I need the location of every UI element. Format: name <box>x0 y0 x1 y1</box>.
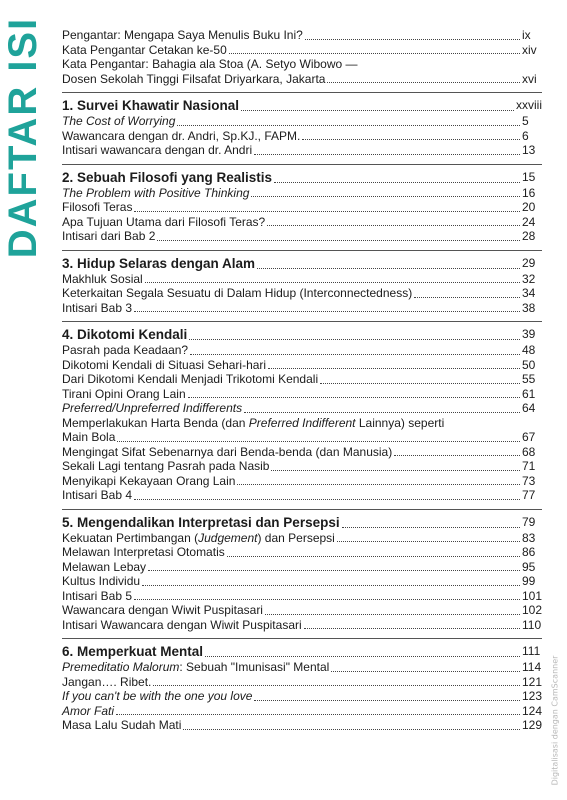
chapter-title <box>62 643 542 660</box>
toc-entry <box>62 459 542 474</box>
entry-page: 32 <box>522 271 536 286</box>
entry-text-italic: Premeditatio Malorum <box>62 660 180 674</box>
entry-page: 61 <box>522 386 536 401</box>
toc-entry <box>62 488 542 503</box>
toc-entry <box>62 545 542 560</box>
toc-entry <box>62 660 542 675</box>
leader-dots <box>142 585 520 586</box>
entry-text: Makhluk Sosial <box>62 271 143 286</box>
entry-page: 48 <box>522 343 536 357</box>
entry-page: 101 <box>521 588 542 603</box>
entry-text-part: Memperlakukan Harta Benda (dan <box>62 415 249 430</box>
scanner-watermark <box>549 655 561 785</box>
entry-page: xiv <box>522 42 537 57</box>
toc-entry <box>62 401 542 416</box>
chapter-title-text: 4. Dikotomi Kendali <box>62 327 188 342</box>
entry-text: Sekali Lagi tentang Pasrah pada Nasib <box>62 459 270 473</box>
entry-page: 124 <box>521 703 542 718</box>
leader-dots <box>117 441 520 442</box>
leader-dots <box>265 614 520 615</box>
chapter-title <box>62 255 542 272</box>
leader-dots <box>188 397 520 398</box>
leader-dots <box>189 339 520 340</box>
entry-text: Amor Fati <box>62 703 115 718</box>
leader-dots <box>145 282 520 283</box>
entry-page: 99 <box>522 574 536 588</box>
toc-entry <box>62 229 542 244</box>
chapter-page: 29 <box>522 255 536 270</box>
entry-text: Intisari Wawancara dengan Wiwit Puspitasari <box>62 617 302 632</box>
toc-entry <box>62 387 542 402</box>
entry-page: 13 <box>522 143 536 157</box>
entry-text: Intisari Bab 4 <box>62 488 133 502</box>
entry-page: 55 <box>522 372 536 386</box>
leader-dots <box>414 297 520 298</box>
leader-dots <box>227 556 520 557</box>
entry-text-line1 <box>62 416 542 431</box>
entry-text: Kata Pengantar Cetakan ke-50 <box>62 42 227 57</box>
entry-text: Intisari wawancara dengan dr. Andri <box>62 143 253 157</box>
entry-text: The Cost of Worrying <box>62 114 176 128</box>
entry-text <box>62 660 329 675</box>
toc-entry <box>62 129 542 144</box>
entry-text: Intisari Bab 5 <box>62 588 133 603</box>
entry-page: 64 <box>522 401 536 415</box>
leader-dots <box>244 412 520 413</box>
entry-text: Tirani Opini Orang Lain <box>62 386 186 401</box>
leader-dots <box>134 311 520 312</box>
toc-entry <box>62 114 542 129</box>
entry-text: Intisari Bab 3 <box>62 300 133 315</box>
toc-entry <box>62 215 542 230</box>
leader-dots <box>183 729 520 730</box>
toc-entry <box>62 286 542 301</box>
leader-dots <box>134 211 520 212</box>
leader-dots <box>274 182 520 183</box>
toc-entry <box>62 186 542 201</box>
leader-dots <box>331 671 520 672</box>
leader-dots <box>251 196 520 197</box>
toc-entry <box>62 301 542 316</box>
entry-page: 77 <box>522 488 536 502</box>
entry-page: 38 <box>522 300 536 315</box>
toc-entry <box>62 358 542 373</box>
toc-entry <box>62 474 542 489</box>
leader-dots <box>304 628 520 629</box>
leader-dots <box>190 354 520 355</box>
entry-page: 121 <box>521 674 542 689</box>
leader-dots <box>268 368 520 369</box>
leader-dots <box>134 499 520 500</box>
entry-text: Preferred/Unpreferred Indifferents <box>62 401 243 415</box>
watermark-text: Digitalisasi dengan CamScanner <box>550 655 560 785</box>
section-divider <box>62 92 542 93</box>
toc-entry <box>62 531 542 546</box>
toc-entry <box>62 343 542 358</box>
chapter-page: 15 <box>522 169 536 184</box>
entry-text: Filosofi Teras <box>62 200 133 214</box>
entry-text-part: Lainnya) seperti <box>355 415 445 430</box>
entry-text: Melawan Lebay <box>62 559 147 574</box>
leader-dots <box>271 470 520 471</box>
entry-page: 28 <box>522 229 536 243</box>
entry-page: 73 <box>522 473 536 488</box>
entry-text: The Problem with Positive Thinking <box>62 185 250 200</box>
toc-entry <box>62 430 542 445</box>
chapter-title-text: 2. Sebuah Filosofi yang Realistis <box>62 169 273 185</box>
chapter-title-text: 5. Mengendalikan Interpretasi dan Persepsi <box>62 514 340 530</box>
toc-entry <box>62 560 542 575</box>
chapter-page: xxviii <box>516 98 542 112</box>
entry-page: 71 <box>522 459 536 473</box>
entry-text: Intisari dari Bab 2 <box>62 229 156 243</box>
toc-entry <box>62 445 542 460</box>
chapter-title-text: 3. Hidup Selaras dengan Alam <box>62 255 256 271</box>
leader-dots <box>148 570 520 571</box>
chapter-title-text: 6. Memperkuat Mental <box>62 644 204 659</box>
toc-entry <box>62 43 542 58</box>
entry-text-part: : Sebuah "Imunisasi" Mental <box>179 660 330 674</box>
section-divider <box>62 164 542 165</box>
toc-entry <box>62 603 542 618</box>
entry-page: 110 <box>522 617 542 632</box>
leader-dots <box>342 527 520 528</box>
leader-dots <box>205 656 520 657</box>
side-title-text: DAFTAR ISI <box>1 16 46 258</box>
entry-text: Menyikapi Kekayaan Orang Lain <box>62 473 236 488</box>
leader-dots <box>305 39 520 40</box>
section-divider <box>62 250 542 251</box>
chapter-page: 79 <box>522 514 536 529</box>
toc-entry <box>62 618 542 633</box>
entry-page: 123 <box>521 689 542 703</box>
chapter-title-text: 1. Survei Khawatir Nasional <box>62 98 240 113</box>
toc-entry <box>62 372 542 387</box>
entry-page: 16 <box>522 185 536 200</box>
entry-text: If you can't be with the one you love <box>62 689 253 703</box>
section-divider <box>62 509 542 510</box>
entry-text-italic: Preferred Indifferent <box>248 415 356 430</box>
entry-page: 83 <box>522 530 536 545</box>
entry-page: 68 <box>522 444 536 459</box>
toc-entry <box>62 574 542 589</box>
leader-dots <box>153 685 520 686</box>
leader-dots <box>302 139 520 140</box>
entry-text: Jangan…. Ribet. <box>62 674 152 689</box>
toc-entry <box>62 675 542 690</box>
entry-page: xvi <box>522 71 537 86</box>
toc-entry <box>62 200 542 215</box>
toc-entry <box>62 704 542 719</box>
entry-page: 86 <box>522 545 536 559</box>
entry-text: Wawancara dengan Wiwit Puspitasari <box>62 603 263 617</box>
table-of-contents <box>62 28 542 733</box>
entry-text: Pasrah pada Keadaan? <box>62 343 189 357</box>
entry-text: Kultus Individu <box>62 574 141 588</box>
leader-dots <box>337 541 520 542</box>
section-divider <box>62 638 542 639</box>
leader-dots <box>116 714 520 715</box>
entry-text-italic: Judgement <box>198 530 258 545</box>
leader-dots <box>229 53 520 54</box>
entry-text: Melawan Interpretasi Otomatis <box>62 545 225 559</box>
leader-dots <box>237 484 520 485</box>
toc-entry <box>62 28 542 43</box>
entry-page: 5 <box>522 114 529 128</box>
leader-dots <box>257 268 520 269</box>
chapter-title <box>62 97 542 114</box>
entry-text: Dikotomi Kendali di Situasi Sehari-hari <box>62 357 267 372</box>
entry-text: Masa Lalu Sudah Mati <box>62 718 182 732</box>
chapter-page: 111 <box>522 644 541 658</box>
entry-page: 24 <box>522 214 536 229</box>
entry-page: 50 <box>522 357 536 372</box>
entry-page: 67 <box>522 430 536 444</box>
leader-dots <box>177 125 520 126</box>
toc-entry <box>62 718 542 733</box>
toc-entry <box>62 272 542 287</box>
entry-text: Pengantar: Mengapa Saya Menulis Buku Ini? <box>62 28 303 42</box>
entry-text: Mengingat Sifat Sebenarnya dari Benda-benda (dan Manusia) <box>62 444 393 459</box>
toc-entry <box>62 689 542 704</box>
chapter-page: 39 <box>522 327 536 341</box>
leader-dots <box>254 700 520 701</box>
entry-text: Dari Dikotomi Kendali Menjadi Trikotomi Kendali <box>62 372 319 386</box>
entry-text: Apa Tujuan Utama dari Filosofi Teras? <box>62 214 266 229</box>
toc-entry <box>62 143 542 158</box>
entry-text: Wawancara dengan dr. Andri, Sp.KJ., FAPM. <box>62 128 301 143</box>
leader-dots <box>157 240 520 241</box>
entry-page: 6 <box>522 128 529 143</box>
entry-page: 114 <box>522 660 542 674</box>
leader-dots <box>134 599 520 600</box>
entry-page: 34 <box>522 286 536 300</box>
entry-text-part: ) dan Persepsi <box>257 530 335 545</box>
toc-entry <box>62 72 542 87</box>
leader-dots <box>320 383 520 384</box>
entry-text: Main Bola <box>62 430 116 444</box>
entry-page: 129 <box>521 718 542 732</box>
chapter-title <box>62 514 542 531</box>
leader-dots <box>327 82 520 83</box>
side-title <box>1 16 46 258</box>
entry-text-line1: Kata Pengantar: Bahagia ala Stoa (A. Setyo Wibowo — <box>62 57 358 71</box>
entry-page: ix <box>522 28 531 42</box>
chapter-title <box>62 326 542 343</box>
leader-dots <box>241 110 514 111</box>
entry-page: 20 <box>522 200 536 214</box>
leader-dots <box>267 225 520 226</box>
toc-entry <box>62 589 542 604</box>
chapter-title <box>62 169 542 186</box>
entry-text-part: Kekuatan Pertimbangan ( <box>62 530 199 545</box>
entry-page: 102 <box>521 603 542 617</box>
leader-dots <box>394 455 520 456</box>
leader-dots <box>254 154 520 155</box>
entry-text: Dosen Sekolah Tinggi Filsafat Driyarkara, Jakarta <box>62 71 326 86</box>
section-divider <box>62 321 542 322</box>
entry-text <box>62 531 335 546</box>
entry-page: 95 <box>522 559 536 574</box>
entry-text: Keterkaitan Segala Sesuatu di Dalam Hidup (Interconnectedness) <box>62 286 413 300</box>
